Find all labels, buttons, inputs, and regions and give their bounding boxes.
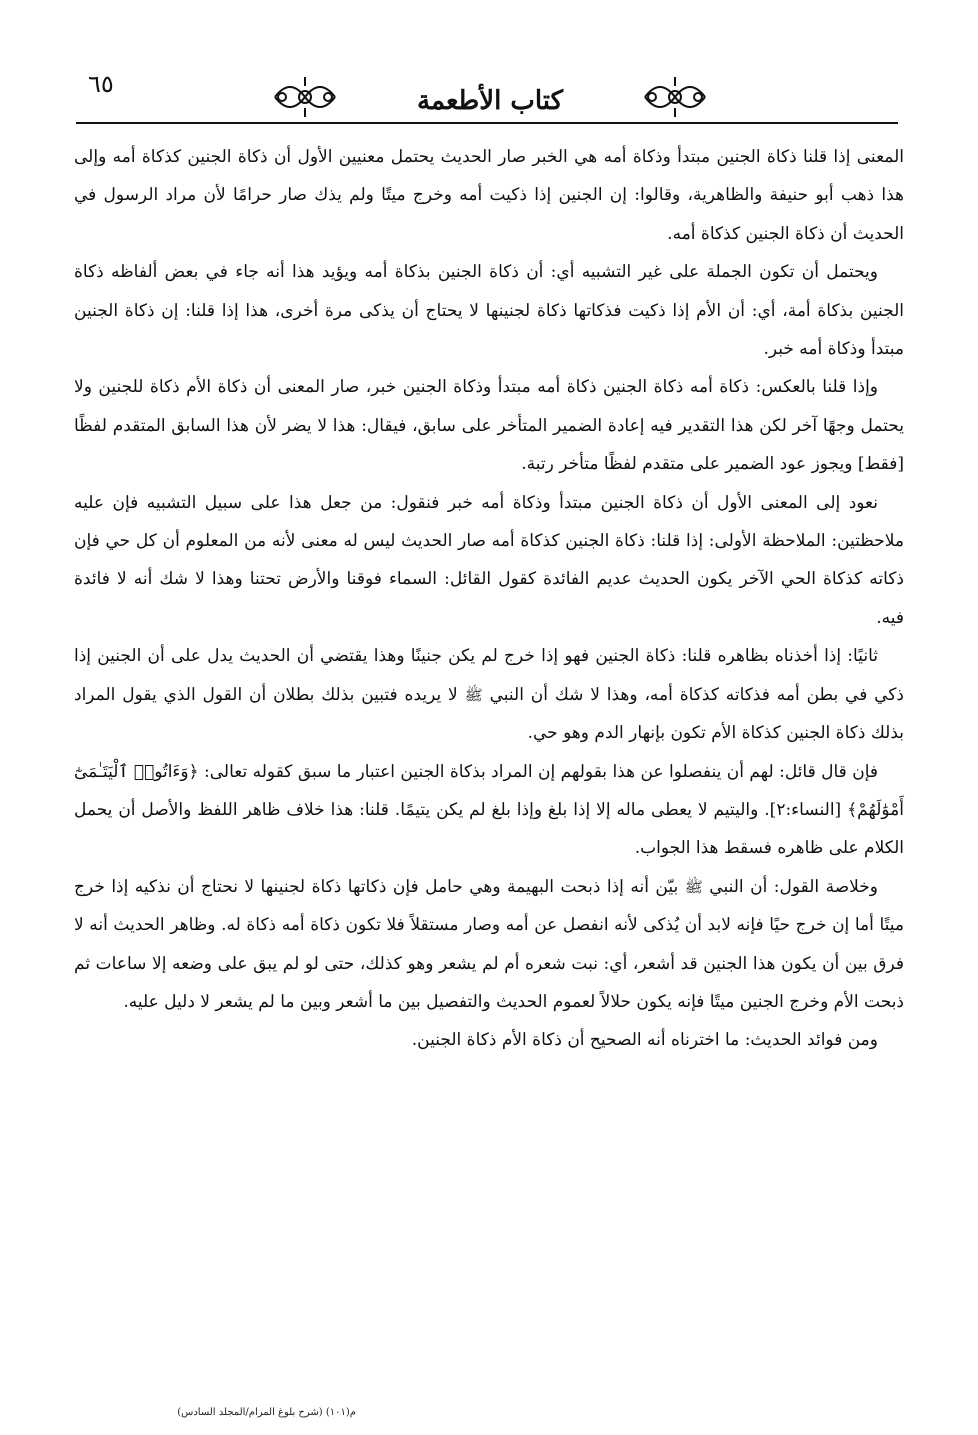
paragraph-7-text-b: بيّن أنه إذا ذبحت البهيمة وهي حامل فإن ذكاتها ذكاة لجنينها لا نحتاج أن نذكيه إذا خرج ميتًا أما إن خرج حيًا فإنه لابد أن يُذكى لأنه انفصل عن أمه وصار مستقلاً فلا تكون ذكاة أمه ذكاة له. وظاهر الحديث أنه لا فرق بين أن يكون هذا الجنين قد أشعر، أي: نبت شعره أم لم يشعر وهو كذلك، حتى لو لم يبق على وضعه إلا ساعات ثم ذبحت الأم وخرج الجنين ميتًا فإنه يكون حلالاً لعموم الحديث والتفصيل بين ما أشعر وبين ما لم يشعر لا دليل عليه. bbox=[74, 876, 904, 1012]
salla-symbol: ﷺ bbox=[464, 685, 483, 704]
paragraph-4: نعود إلى المعنى الأول أن ذكاة الجنين مبتدأ وذكاة أمه خبر فنقول: من جعل هذا على سبيل التشبيه فإن عليه ملاحظتين: الملاحظة الأولى: إذا قلنا: ذكاة الجنين كذكاة أمه صار الحديث ليس له معنى لأنه من المعلوم أن كل حي فإن ذكاته كذكاة الحي الآخر يكون الحديث عديم الفائدة كقول القائل: السماء فوقنا والأرض تحتنا وهذا لا شك أنه لا فائدة فيه. bbox=[74, 492, 904, 628]
paragraph-7-text-a: وخلاصة القول: أن النبي bbox=[709, 876, 878, 897]
right-header-ornament-icon bbox=[640, 72, 710, 122]
paragraph-3: وإذا قلنا بالعكس: ذكاة أمه ذكاة الجنين ذكاة أمه مبتدأ وذكاة الجنين خبر، صار المعنى أن ذكاة الأم ذكاة للجنين ولا يحتمل وجهًا آخر لكن هذا التقدير فيه إعادة الضمير المتأخر على سابق، فيقال: هذا لا يضر لأن هذا السابق المتقدم لفظًا [فقط] ويجوز عود الضمير على متقدم لفظًا متأخر رتبة. bbox=[74, 377, 904, 475]
paragraph-1: المعنى إذا قلنا ذكاة الجنين مبتدأ وذكاة أمه هي الخبر صار الحديث يحتمل معنيين الأول أن ذكاة الجنين كذكاة أمه وإلى هذا ذهب أبو حنيفة والظاهرية، وقالوا: إن الجنين إذا ذكيت أمه وخرج ميتًا ولم يذك صار حرامًا لأن مراد الرسول في الحديث أن ذكاة الجنين كذكاة أمه. bbox=[74, 147, 904, 244]
paragraph-8-lead: ومن فوائد الحديث: bbox=[744, 1030, 878, 1051]
left-header-ornament-icon bbox=[270, 72, 340, 122]
quran-reference: [النساء:٢] bbox=[769, 799, 842, 820]
header-divider bbox=[76, 122, 898, 124]
page-number: ٦٥ bbox=[88, 70, 114, 98]
salla-symbol: ﷺ bbox=[684, 877, 703, 896]
paragraph-6-lead: فإن قال قائل: bbox=[779, 761, 879, 782]
paragraph-5 bbox=[74, 637, 904, 752]
body-text bbox=[74, 138, 904, 1060]
paragraph-8 bbox=[74, 1021, 904, 1059]
page-title: كتاب الأطعمة bbox=[417, 86, 563, 116]
quran-quote: ﴿وَءَاتُوا۟ ٱلْيَتَـٰمَىٰٓ أَمْوَٰلَهُمْ﴾ bbox=[74, 761, 905, 820]
paragraph-8-text: ما اخترناه أنه الصحيح أن ذكاة الأم ذكاة الجنين. bbox=[411, 1030, 740, 1051]
paragraph-5-text-b: لا يريده فتبين بذلك بطلان أن القول الذي يقول المراد بذلك ذكاة الجنين كذكاة الأم تكون بإنهار الدم وهو حي. bbox=[74, 684, 904, 744]
paragraph-6 bbox=[74, 753, 904, 868]
paragraph-6-text-b: . واليتيم لا يعطى ماله إلا إذا بلغ وإذا بلغ لم يكن يتيمًا. قلنا: هذا خلاف ظاهر اللفظ والأصل أن يحمل الكلام على ظاهره فسقط هذا الجواب. bbox=[74, 799, 904, 859]
paragraph-2: ويحتمل أن تكون الجملة على غير التشبيه أي: أن ذكاة الجنين بذكاة أمه ويؤيد هذا أنه جاء في بعض ألفاظه ذكاة الجنين بذكاة أمة، أي: أن الأم إذا ذكيت فذكاتها ذكاة لجنينها لا يحتاج أن يذكى مرة أخرى، هذا إذا قلنا: إن ذكاة الجنين مبتدأ وذكاة أمه خبر. bbox=[74, 262, 904, 360]
paragraph-7 bbox=[74, 868, 904, 1022]
paragraph-6-text-a: لهم أن ينفصلوا عن هذا بقولهم إن المراد بذكاة الجنين اعتبار ما سبق كقوله تعالى: bbox=[204, 761, 774, 782]
paragraph-5-text-a: ثانيًا: إذا أخذناه بظاهره قلنا: ذكاة الجنين فهو إذا خرج لم يكن جنينًا وهذا يقتضي أن الحديث يدل على أن الجنين إذا ذكي في بطن أمه فذكاته كذكاة أمه، وهذا لا شك أن النبي bbox=[74, 646, 905, 705]
footer-note: م(١٠١) (شرح بلوغ المرام/المجلد السادس) bbox=[177, 1407, 356, 1418]
